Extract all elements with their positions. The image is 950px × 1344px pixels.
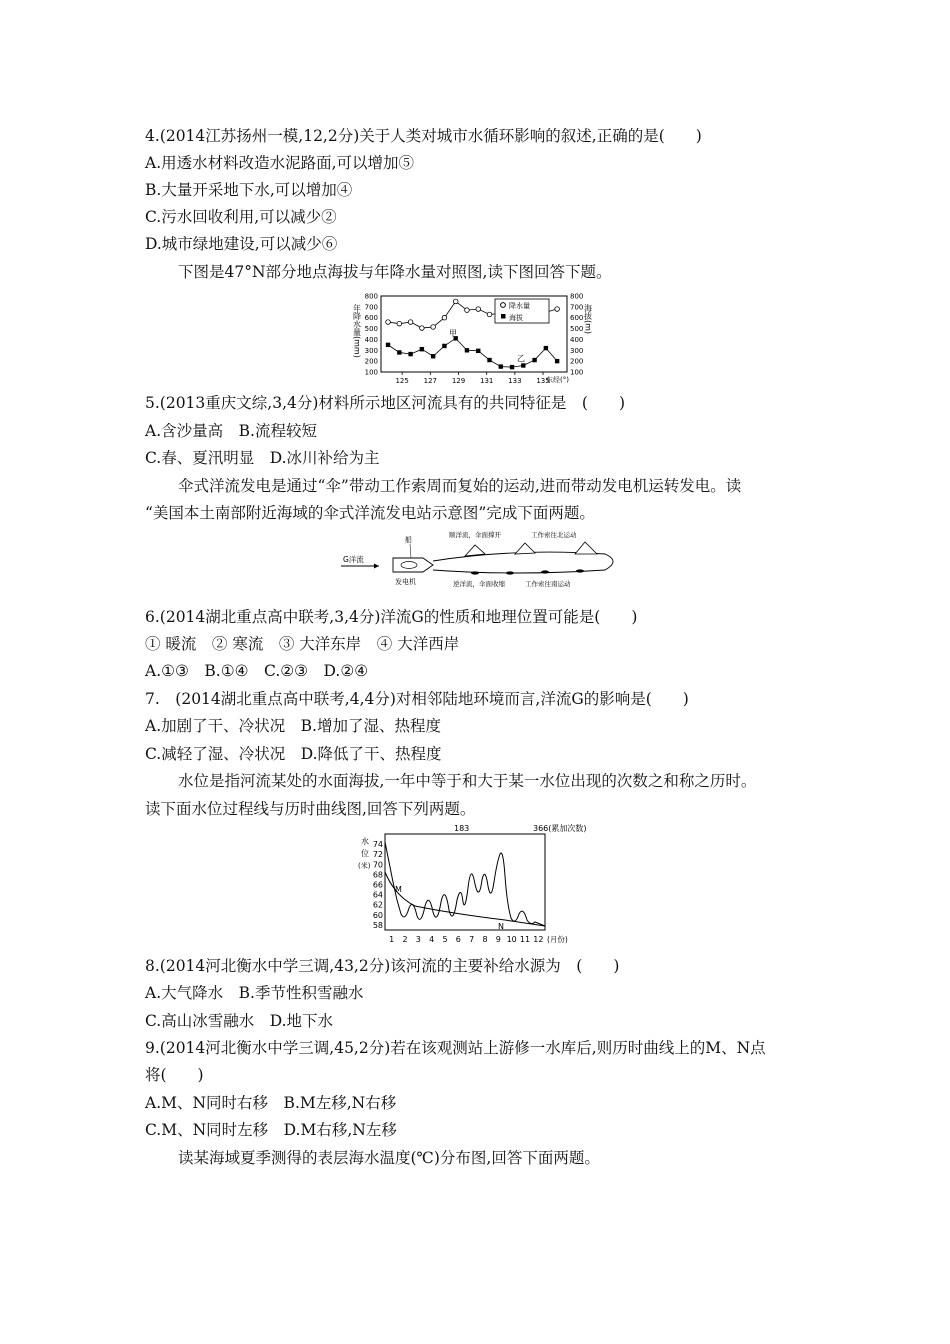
umbrella-closed-icon [506, 571, 514, 574]
umbrella-closed-icon [576, 569, 584, 572]
precip-point [465, 308, 470, 313]
x-tick-label: 127 [423, 377, 438, 385]
q8-options-ab: A.大气降水 B.季节性积雪融水 [145, 984, 364, 1002]
q6-options: A.①③ B.①④ C.②③ D.②④ [145, 662, 369, 680]
intro-umbrella-l1: 伞式洋流发电是通过“伞”带动工作索周而复始的运动,进而带动发电机运转发电。读 [178, 477, 742, 495]
umbrella-open-icon [515, 543, 535, 554]
y-tick-label-left: 200 [364, 357, 378, 366]
y-tick-label-right: 600 [570, 314, 584, 323]
elevation-point [499, 364, 503, 368]
q4-stem: 4.(2014江苏扬州一模,12,2分)关于人类对城市水循环影响的叙述,正确的是( ) [145, 127, 702, 145]
y-tick-label-left: 300 [364, 346, 378, 355]
q4-option-d: D.城市绿地建设,可以减少⑥ [145, 235, 338, 253]
x-unit-label: 东经(°) [546, 376, 569, 384]
x-tick-label: 125 [395, 377, 409, 385]
intro-water-level-l1: 水位是指河流某处的水面海拔,一年中等于和大于某一水位出现的次数之和称之历时。 [178, 772, 757, 790]
elevation-point [386, 343, 390, 347]
y-tick-label-left: 700 [364, 303, 378, 312]
y-tick-label: 64 [372, 890, 383, 900]
q6-stem: 6.(2014湖北重点高中联考,3,4分)洋流G的性质和地理位置可能是( ) [145, 608, 638, 626]
y-tick-label-left: 800 [364, 292, 378, 301]
elevation-point [442, 344, 446, 348]
q9-options-ab: A.M、N同时右移 B.M左移,N右移 [145, 1094, 397, 1112]
elevation-point [431, 354, 435, 358]
south-motion-label: 工作索往南运动 [525, 580, 571, 588]
left-axis-label: 年降水量(mm) [352, 304, 362, 358]
intro-umbrella-l2: “美国本土南部附近海域的伞式洋流发电站示意图”完成下面两题。 [145, 504, 595, 522]
legend-elev: 海拔 [509, 314, 523, 322]
q7-options-ab: A.加剧了干、冷状况 B.增加了湿、热程度 [145, 717, 441, 735]
q9-options-cd: C.M、N同时左移 D.M右移,N左移 [145, 1121, 397, 1139]
elevation-point [397, 350, 401, 354]
y-tick-label-right: 300 [570, 346, 584, 355]
umbrella-closed-icon [541, 570, 549, 573]
y-tick-label: 58 [372, 920, 383, 930]
umbrella-power-diagram [335, 528, 625, 590]
elevation-point [476, 349, 480, 353]
month-tick-label: 12 [533, 935, 544, 944]
month-tick-label: 7 [469, 935, 475, 944]
hydrograph-line [385, 842, 545, 926]
y-tick-label-left: 500 [364, 325, 378, 334]
y-axis-label-2: 位 [361, 849, 369, 858]
q6-statements: ① 暖流 ② 寒流 ③ 大洋东岸 ④ 大洋西岸 [145, 635, 460, 653]
mark-yi: 乙 [517, 354, 525, 363]
elevation-point [521, 363, 525, 367]
plot-frame-2 [385, 834, 545, 930]
y-tick-label-left: 600 [364, 314, 378, 323]
q8-stem: 8.(2014河北衡水中学三调,43,2分)该河流的主要补给水源为 ( ) [145, 957, 620, 975]
legend-precip: 降水量 [509, 302, 530, 310]
q7-options-cd: C.减轻了湿、冷状况 D.降低了干、热程度 [145, 745, 442, 763]
precip-point [431, 325, 436, 330]
intro-sea-temp: 读某海域夏季测得的表层海水温度(℃)分布图,回答下面两题。 [178, 1149, 600, 1167]
g-current-label: G洋流 [343, 555, 364, 564]
mark-jia: 甲 [449, 329, 457, 338]
y-axis-label-1: 水 [361, 837, 369, 846]
q5-options-cd: C.春、夏汛明显 D.冰川补给为主 [145, 449, 380, 467]
precip-point [453, 299, 458, 304]
y-tick-label-left: 400 [364, 335, 378, 344]
precip-elevation-chart [345, 290, 595, 390]
y-tick-label: 74 [372, 840, 383, 850]
precip-point [442, 315, 447, 320]
precip-point [386, 320, 391, 325]
precip-point [476, 307, 481, 312]
y-tick-label-right: 400 [570, 335, 584, 344]
elevation-line [388, 338, 557, 367]
elevation-point [555, 359, 559, 363]
generator-label: 发电机 [395, 578, 416, 586]
ship-label: 船 [405, 536, 412, 544]
elevation-point [510, 365, 514, 369]
precip-point [408, 320, 413, 325]
month-tick-label: 6 [455, 935, 461, 944]
month-tick-label: 4 [429, 935, 435, 944]
north-motion-label: 工作索往北运动 [531, 531, 577, 539]
elevation-point [487, 358, 491, 362]
q8-options-cd: C.高山冰雪融水 D.地下水 [145, 1012, 334, 1030]
q4-option-a: A.用透水材料改造水泥路面,可以增加⑤ [145, 154, 415, 172]
umbrella-open-icon [465, 545, 485, 556]
precip-point [487, 312, 492, 317]
month-tick-label: 1 [389, 935, 395, 944]
generator-icon [401, 562, 417, 569]
x-tick-label: 133 [508, 377, 522, 385]
precip-point [420, 326, 425, 331]
q5-stem: 5.(2013重庆文综,3,4分)材料所示地区河流具有的共同特征是 ( ) [145, 394, 626, 412]
q4-option-b: B.大量开采地下水,可以增加④ [145, 181, 353, 199]
y-axis-label-3: (米) [358, 862, 371, 870]
intro-chart1: 下图是47°N部分地点海拔与年降水量对照图,读下图回答下题。 [178, 263, 612, 281]
umbrella-closed-icon [471, 571, 479, 574]
x-axis-unit: (月份) [547, 935, 568, 944]
y-tick-label-left: 100 [364, 368, 378, 377]
y-tick-label: 68 [372, 870, 383, 880]
precip-point [397, 321, 402, 326]
point-m: M [395, 885, 402, 894]
elevation-point [408, 352, 412, 356]
q9-stem-l2: 将( ) [145, 1066, 204, 1084]
y-tick-label: 60 [372, 910, 383, 920]
y-tick-label-right: 700 [570, 303, 584, 312]
x-tick-label: 129 [451, 377, 466, 385]
y-tick-label: 70 [372, 860, 383, 870]
along-current-label: 顺洋流，伞面撑开 [449, 531, 501, 539]
water-level-chart [355, 822, 605, 950]
q4-option-c: C.污水回收利用,可以减少② [145, 208, 337, 226]
q5-options-ab: A.含沙量高 B.流程较短 [145, 422, 317, 440]
precip-point [555, 307, 560, 312]
y-tick-label-right: 500 [570, 325, 584, 334]
y-tick-label: 66 [372, 880, 383, 890]
month-tick-label: 5 [442, 935, 448, 944]
legend-elev-marker [501, 314, 506, 319]
y-tick-label-right: 200 [570, 357, 584, 366]
x-tick-label: 131 [479, 377, 494, 385]
duration-curve [385, 872, 545, 926]
arrowhead-icon [374, 564, 379, 569]
work-cable [433, 552, 613, 573]
point-n: N [498, 922, 504, 931]
elevation-point [544, 346, 548, 350]
top-tick-366: 366(累加次数) [533, 824, 587, 833]
right-axis-label: 海拔(m) [583, 304, 593, 335]
y-tick-label-right: 100 [570, 368, 584, 377]
month-tick-label: 11 [519, 935, 531, 944]
against-current-label: 逆洋流，伞面收缩 [453, 580, 505, 588]
month-tick-label: 9 [495, 935, 501, 944]
elevation-point [420, 347, 424, 351]
month-tick-label: 3 [415, 935, 421, 944]
y-tick-label: 62 [372, 900, 383, 910]
intro-water-level-l2: 读下面水位过程线与历时曲线图,回答下列两题。 [145, 800, 476, 818]
legend-precip-marker [501, 303, 506, 308]
x-tick-label: 135 [536, 377, 550, 385]
umbrella-open-icon [575, 542, 597, 554]
q7-stem: 7. (2014湖北重点高中联考,4,4分)对相邻陆地环境而言,洋流G的影响是( ) [145, 690, 689, 708]
month-tick-label: 2 [402, 935, 408, 944]
month-tick-label: 8 [482, 935, 488, 944]
top-tick-183: 183 [454, 824, 470, 833]
elevation-point [532, 358, 536, 362]
y-tick-label: 72 [372, 850, 383, 860]
elevation-point [465, 348, 469, 352]
month-tick-label: 10 [506, 935, 517, 944]
y-tick-label-right: 800 [570, 292, 584, 301]
q9-stem-l1: 9.(2014河北衡水中学三调,45,2分)若在该观测站上游修一水库后,则历时曲线上的M、N点 [145, 1039, 766, 1057]
